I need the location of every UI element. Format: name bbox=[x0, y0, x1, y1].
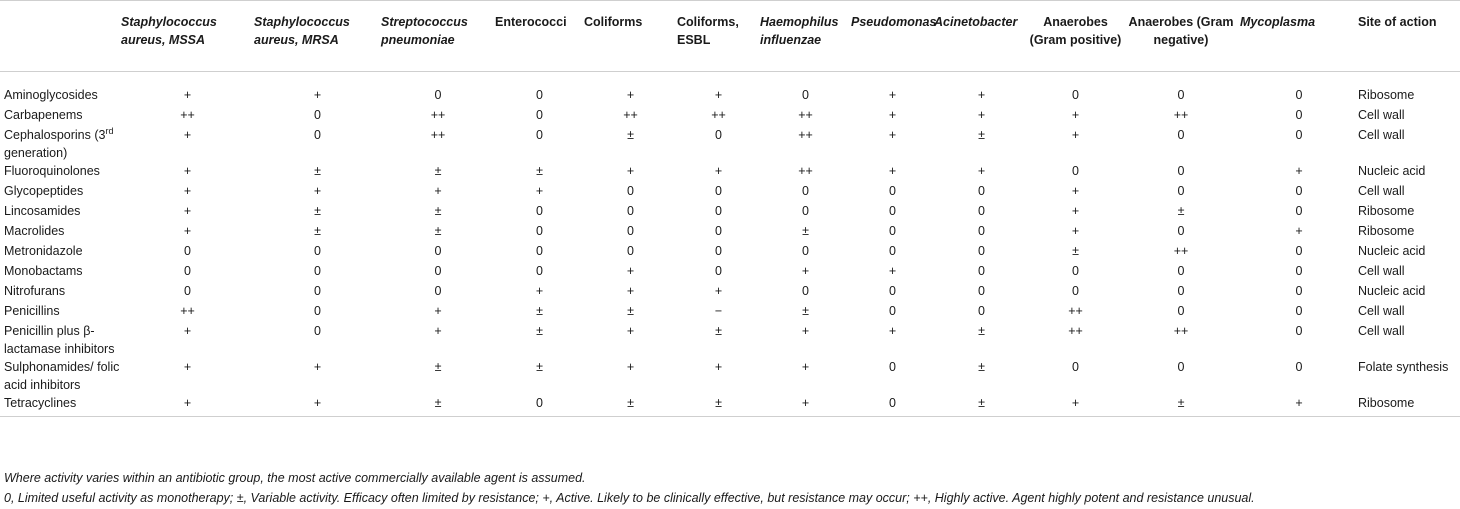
site-of-action-cell: Cell wall bbox=[1358, 108, 1405, 122]
activity-cell-anapos: + bbox=[1071, 128, 1080, 142]
activity-cell-mrsa: ± bbox=[314, 204, 321, 218]
activity-cell-esbl: ± bbox=[677, 394, 760, 417]
activity-cell-strep: + bbox=[434, 324, 442, 338]
activity-cell-anapos: 0 bbox=[1072, 264, 1079, 278]
site-of-action-cell: Nucleic acid bbox=[1358, 244, 1426, 258]
site-of-action-cell: Cell wall bbox=[1358, 264, 1405, 278]
site-of-action-cell: Nucleic acid bbox=[1358, 164, 1426, 178]
activity-cell-esbl: + bbox=[714, 88, 723, 102]
activity-cell-coli: + bbox=[626, 360, 635, 374]
activity-cell-anapos: 0 bbox=[1072, 164, 1079, 178]
drug-class-cell: Cephalosporins (3rd generation) bbox=[4, 125, 114, 160]
activity-cell-entero: ± bbox=[536, 304, 543, 318]
site-of-action-cell: Ribosome bbox=[1358, 204, 1415, 218]
activity-cell-mssa: 0 bbox=[184, 284, 191, 298]
drug-class-cell: Penicillin plus β-lactamase inhibitors bbox=[4, 324, 115, 356]
drug-class-cell: Metronidazole bbox=[4, 244, 83, 258]
activity-cell-mssa: + bbox=[183, 204, 192, 218]
footnote-assumption: Where activity varies within an antibiotic group, the most active commercially available agent is assumed. bbox=[4, 471, 586, 485]
activity-cell-esbl: − bbox=[714, 304, 723, 318]
column-header-label: Acinetobacter bbox=[934, 15, 1018, 29]
activity-cell-pseudo: 0 bbox=[889, 184, 896, 198]
activity-cell-strep: 0 bbox=[434, 264, 442, 278]
activity-cell-acin: ± bbox=[978, 360, 985, 374]
drug-class-cell: Glycopeptides bbox=[4, 184, 84, 198]
activity-cell-mrsa: 0 bbox=[314, 244, 321, 258]
table-row bbox=[0, 106, 1460, 126]
activity-cell-pseudo: 0 bbox=[889, 224, 896, 238]
activity-cell-myco: 0 bbox=[1295, 360, 1303, 374]
table-row bbox=[0, 262, 1460, 282]
activity-cell-entero: 0 bbox=[536, 108, 543, 122]
activity-cell-haem: ± bbox=[802, 304, 809, 318]
activity-cell-mrsa: ± bbox=[314, 224, 321, 238]
activity-cell-esbl: ++ bbox=[711, 108, 726, 122]
table-row bbox=[0, 394, 1460, 417]
activity-cell-mrsa: + bbox=[313, 184, 322, 198]
column-header-site bbox=[1358, 1, 1460, 72]
activity-cell-mssa: + bbox=[183, 164, 192, 178]
table-row bbox=[0, 322, 1460, 358]
activity-cell-mssa: + bbox=[183, 360, 192, 374]
activity-cell-coli: 0 bbox=[627, 224, 634, 238]
activity-cell-haem: ++ bbox=[798, 108, 813, 122]
drug-class-cell: Aminoglycosides bbox=[4, 88, 98, 102]
column-header-label: Streptococcus pneumoniae bbox=[381, 15, 468, 47]
activity-cell-mssa: + bbox=[183, 184, 192, 198]
activity-cell-strep: + bbox=[434, 304, 442, 318]
activity-cell-mrsa: + bbox=[254, 394, 381, 417]
activity-cell-pseudo: + bbox=[888, 324, 897, 338]
activity-cell-esbl: 0 bbox=[715, 204, 722, 218]
activity-cell-entero: ± bbox=[536, 164, 543, 178]
table-row bbox=[0, 302, 1460, 322]
activity-cell-acin: 0 bbox=[978, 284, 985, 298]
activity-cell-haem: 0 bbox=[802, 204, 809, 218]
activity-cell-anapos: + bbox=[1071, 204, 1080, 218]
activity-cell-coli: ± bbox=[627, 304, 634, 318]
column-header-label: Anaerobes (Gram negative) bbox=[1128, 15, 1234, 47]
column-header-label: Haemophilus influenzae bbox=[760, 15, 839, 47]
activity-cell-coli: ++ bbox=[623, 108, 638, 122]
column-header-mrsa bbox=[254, 1, 381, 72]
activity-cell-esbl: + bbox=[714, 164, 723, 178]
activity-cell-coli: + bbox=[626, 324, 635, 338]
column-header-coli bbox=[584, 1, 677, 72]
site-of-action-cell: Cell wall bbox=[1358, 324, 1405, 338]
table-row bbox=[0, 126, 1460, 162]
activity-cell-mssa: 0 bbox=[184, 264, 191, 278]
activity-cell-esbl: 0 bbox=[715, 184, 722, 198]
activity-cell-haem: + bbox=[760, 394, 851, 417]
column-header-label: Coliforms bbox=[584, 15, 643, 29]
activity-cell-acin: 0 bbox=[978, 224, 985, 238]
activity-cell-ananeg: 0 bbox=[1177, 264, 1185, 278]
activity-cell-pseudo: + bbox=[888, 88, 897, 102]
activity-cell-mrsa: + bbox=[313, 88, 322, 102]
activity-cell-strep: 0 bbox=[434, 88, 442, 102]
activity-cell-myco: 0 bbox=[1295, 304, 1303, 318]
activity-cell-anapos: 0 bbox=[1072, 88, 1079, 102]
activity-cell-acin: 0 bbox=[978, 204, 985, 218]
column-header-label: Staphylococcus aureus, MRSA bbox=[254, 15, 350, 47]
column-header-label: Anaerobes (Gram positive) bbox=[1029, 15, 1122, 47]
activity-cell-coli: + bbox=[626, 164, 635, 178]
column-header-myco bbox=[1240, 1, 1358, 72]
activity-cell-ananeg: ++ bbox=[1173, 324, 1189, 338]
activity-cell-myco: 0 bbox=[1295, 264, 1303, 278]
activity-cell-coli: + bbox=[626, 284, 635, 298]
activity-cell-mrsa: 0 bbox=[314, 284, 321, 298]
activity-cell-strep: ++ bbox=[430, 128, 446, 142]
activity-cell-coli: + bbox=[626, 88, 635, 102]
activity-cell-anapos: + bbox=[1071, 224, 1080, 238]
activity-cell-haem: 0 bbox=[802, 88, 809, 102]
activity-cell-anapos: ++ bbox=[1068, 304, 1083, 318]
site-of-action-cell: Cell wall bbox=[1358, 184, 1405, 198]
activity-cell-mrsa: 0 bbox=[314, 128, 321, 142]
activity-cell-coli: 0 bbox=[627, 184, 634, 198]
activity-cell-mrsa: + bbox=[313, 360, 322, 374]
activity-cell-mssa: + bbox=[183, 324, 192, 338]
activity-cell-haem: 0 bbox=[802, 184, 809, 198]
column-header-label: Pseudomonas bbox=[851, 15, 937, 29]
activity-cell-mssa: + bbox=[183, 88, 192, 102]
column-header-ananeg bbox=[1122, 1, 1240, 72]
activity-cell-strep: ± bbox=[434, 360, 442, 374]
activity-cell-mrsa: 0 bbox=[314, 324, 321, 338]
column-header-strep bbox=[381, 1, 495, 72]
activity-cell-mssa: + bbox=[183, 224, 192, 238]
column-header-label: Enterococci bbox=[495, 15, 567, 29]
activity-cell-haem: ++ bbox=[798, 128, 813, 142]
activity-cell-entero: 0 bbox=[536, 128, 543, 142]
activity-cell-mssa: + bbox=[183, 128, 192, 142]
activity-cell-myco: 0 bbox=[1295, 108, 1303, 122]
column-header-label: Staphylococcus aureus, MSSA bbox=[121, 15, 217, 47]
activity-cell-esbl: 0 bbox=[715, 244, 722, 258]
table-row bbox=[0, 242, 1460, 262]
table-header bbox=[0, 1, 1460, 72]
site-of-action-cell: Cell wall bbox=[1358, 304, 1405, 318]
activity-cell-ananeg: 0 bbox=[1177, 88, 1185, 102]
activity-cell-mssa: ++ bbox=[180, 108, 195, 122]
activity-cell-myco: + bbox=[1240, 394, 1358, 417]
activity-cell-pseudo: + bbox=[888, 164, 897, 178]
table-row bbox=[0, 182, 1460, 202]
column-header-entero bbox=[495, 1, 584, 72]
activity-cell-myco: 0 bbox=[1295, 184, 1303, 198]
activity-cell-coli: 0 bbox=[627, 244, 634, 258]
table-body bbox=[0, 72, 1460, 417]
activity-cell-acin: + bbox=[977, 164, 986, 178]
activity-cell-pseudo: + bbox=[888, 128, 897, 142]
activity-cell-myco: 0 bbox=[1295, 244, 1303, 258]
column-header-label: Coliforms, ESBL bbox=[677, 15, 739, 47]
activity-cell-myco: 0 bbox=[1295, 88, 1303, 102]
site-of-action-cell: Nucleic acid bbox=[1358, 284, 1426, 298]
activity-cell-strep: ± bbox=[381, 394, 495, 417]
activity-cell-strep: ± bbox=[434, 164, 442, 178]
activity-cell-anapos: ± bbox=[1072, 244, 1079, 258]
activity-cell-entero: 0 bbox=[536, 88, 543, 102]
activity-cell-haem: 0 bbox=[802, 284, 809, 298]
activity-cell-ananeg: 0 bbox=[1177, 224, 1185, 238]
table-row bbox=[0, 162, 1460, 182]
activity-cell-entero: + bbox=[535, 284, 544, 298]
column-header-esbl bbox=[677, 1, 760, 72]
activity-cell-haem: ± bbox=[802, 224, 809, 238]
activity-cell-mrsa: 0 bbox=[314, 304, 321, 318]
activity-cell-haem: ++ bbox=[798, 164, 813, 178]
activity-cell-acin: + bbox=[977, 108, 986, 122]
activity-cell-coli: ± bbox=[627, 128, 634, 142]
activity-cell-myco: 0 bbox=[1295, 128, 1303, 142]
activity-cell-esbl: + bbox=[714, 284, 723, 298]
activity-cell-pseudo: 0 bbox=[851, 394, 934, 417]
activity-cell-mrsa: ± bbox=[314, 164, 321, 178]
drug-class-cell: Fluoroquinolones bbox=[4, 164, 100, 178]
activity-cell-ananeg: ++ bbox=[1173, 244, 1189, 258]
table-row bbox=[0, 358, 1460, 394]
site-of-action-cell: Folate synthesis bbox=[1358, 360, 1449, 374]
activity-cell-coli: ± bbox=[584, 394, 677, 417]
activity-cell-ananeg: 0 bbox=[1177, 128, 1185, 142]
activity-cell-myco: 0 bbox=[1295, 284, 1303, 298]
activity-cell-myco: + bbox=[1295, 224, 1303, 238]
activity-cell-mssa: 0 bbox=[184, 244, 191, 258]
activity-cell-strep: ++ bbox=[430, 108, 446, 122]
drug-class-cell: Lincosamides bbox=[4, 204, 81, 218]
activity-cell-mrsa: 0 bbox=[314, 108, 321, 122]
activity-cell-esbl: 0 bbox=[715, 224, 722, 238]
activity-cell-strep: 0 bbox=[434, 284, 442, 298]
drug-class-cell: Macrolides bbox=[4, 224, 65, 238]
header-drug-class bbox=[0, 1, 121, 72]
activity-cell-pseudo: 0 bbox=[889, 244, 896, 258]
activity-cell-anapos: + bbox=[1071, 108, 1080, 122]
header-row bbox=[0, 1, 1460, 72]
activity-cell-ananeg: ± bbox=[1177, 204, 1185, 218]
activity-cell-strep: + bbox=[434, 184, 442, 198]
drug-class-cell: Tetracyclines bbox=[0, 394, 121, 417]
table-row bbox=[0, 222, 1460, 242]
activity-cell-acin: ± bbox=[978, 128, 985, 142]
activity-cell-coli: 0 bbox=[627, 204, 634, 218]
activity-cell-entero: + bbox=[535, 184, 544, 198]
activity-cell-haem: 0 bbox=[802, 244, 809, 258]
site-of-action-cell: Cell wall bbox=[1358, 128, 1405, 142]
footnote-legend: 0, Limited useful activity as monotherapy; ±, Variable activity. Efficacy often limited by resistance; +, Active. Likely to be clinically effective, but resistance may occur; ++, Highly active. Agent highly potent and resistance unusual. bbox=[4, 491, 1255, 505]
activity-cell-myco: 0 bbox=[1295, 204, 1303, 218]
activity-cell-coli: + bbox=[626, 264, 635, 278]
column-header-mssa bbox=[121, 1, 254, 72]
column-header-pseudo bbox=[851, 1, 937, 72]
activity-cell-pseudo: + bbox=[888, 264, 897, 278]
table-row bbox=[0, 202, 1460, 222]
activity-cell-strep: ± bbox=[434, 224, 442, 238]
activity-cell-anapos: ++ bbox=[1068, 324, 1083, 338]
activity-cell-anapos: 0 bbox=[1072, 284, 1079, 298]
activity-cell-haem: + bbox=[801, 324, 810, 338]
activity-cell-acin: 0 bbox=[978, 244, 985, 258]
drug-class-cell: Nitrofurans bbox=[4, 284, 66, 298]
activity-cell-ananeg: ± bbox=[1122, 394, 1240, 417]
table-footnotes bbox=[4, 468, 1444, 508]
activity-cell-entero: 0 bbox=[536, 264, 543, 278]
activity-cell-ananeg: 0 bbox=[1177, 304, 1185, 318]
activity-cell-entero: 0 bbox=[536, 244, 543, 258]
column-header-acin bbox=[934, 1, 1029, 72]
activity-cell-entero: 0 bbox=[495, 394, 584, 417]
column-header-label: Site of action bbox=[1358, 15, 1437, 29]
drug-class-cell: Carbapenems bbox=[4, 108, 83, 122]
activity-cell-anapos: + bbox=[1071, 184, 1080, 198]
activity-cell-strep: ± bbox=[434, 204, 442, 218]
activity-cell-esbl: + bbox=[714, 360, 723, 374]
table-row bbox=[0, 72, 1460, 107]
activity-cell-esbl: ± bbox=[715, 324, 722, 338]
activity-cell-acin: 0 bbox=[978, 184, 985, 198]
activity-cell-pseudo: 0 bbox=[889, 284, 896, 298]
activity-cell-mrsa: 0 bbox=[314, 264, 321, 278]
activity-cell-pseudo: 0 bbox=[889, 204, 896, 218]
activity-cell-entero: 0 bbox=[536, 204, 543, 218]
activity-cell-myco: + bbox=[1295, 164, 1303, 178]
activity-cell-myco: 0 bbox=[1295, 324, 1303, 338]
activity-cell-mssa: + bbox=[121, 394, 254, 417]
activity-cell-acin: 0 bbox=[978, 304, 985, 318]
drug-class-cell: Monobactams bbox=[4, 264, 83, 278]
activity-cell-ananeg: 0 bbox=[1177, 184, 1185, 198]
activity-cell-acin: 0 bbox=[978, 264, 985, 278]
drug-class-cell: Sulphonamides/ folic acid inhibitors bbox=[4, 360, 120, 392]
column-header-haem bbox=[760, 1, 851, 72]
activity-cell-acin: ± bbox=[934, 394, 1029, 417]
drug-class-cell: Penicillins bbox=[4, 304, 60, 318]
activity-cell-acin: ± bbox=[978, 324, 985, 338]
activity-cell-anapos: + bbox=[1029, 394, 1122, 417]
activity-cell-entero: ± bbox=[536, 360, 543, 374]
activity-cell-pseudo: 0 bbox=[889, 360, 896, 374]
column-header-anapos bbox=[1029, 1, 1122, 72]
site-of-action-cell: Ribosome bbox=[1358, 88, 1415, 102]
activity-cell-strep: 0 bbox=[434, 244, 442, 258]
activity-cell-ananeg: 0 bbox=[1177, 284, 1185, 298]
site-of-action-cell: Ribosome bbox=[1358, 394, 1460, 417]
activity-cell-esbl: 0 bbox=[715, 128, 722, 142]
activity-cell-anapos: 0 bbox=[1072, 360, 1079, 374]
activity-cell-ananeg: 0 bbox=[1177, 360, 1185, 374]
activity-cell-ananeg: 0 bbox=[1177, 164, 1185, 178]
activity-cell-acin: + bbox=[977, 88, 986, 102]
activity-cell-pseudo: + bbox=[888, 108, 897, 122]
column-header-label: Mycoplasma bbox=[1240, 15, 1316, 29]
table-row bbox=[0, 282, 1460, 302]
activity-cell-haem: + bbox=[801, 264, 810, 278]
site-of-action-cell: Ribosome bbox=[1358, 224, 1415, 238]
activity-cell-ananeg: ++ bbox=[1173, 108, 1189, 122]
activity-cell-mssa: ++ bbox=[180, 304, 195, 318]
activity-cell-entero: ± bbox=[536, 324, 543, 338]
activity-cell-entero: 0 bbox=[536, 224, 543, 238]
activity-cell-esbl: 0 bbox=[715, 264, 722, 278]
activity-cell-pseudo: 0 bbox=[889, 304, 896, 318]
activity-cell-haem: + bbox=[801, 360, 810, 374]
